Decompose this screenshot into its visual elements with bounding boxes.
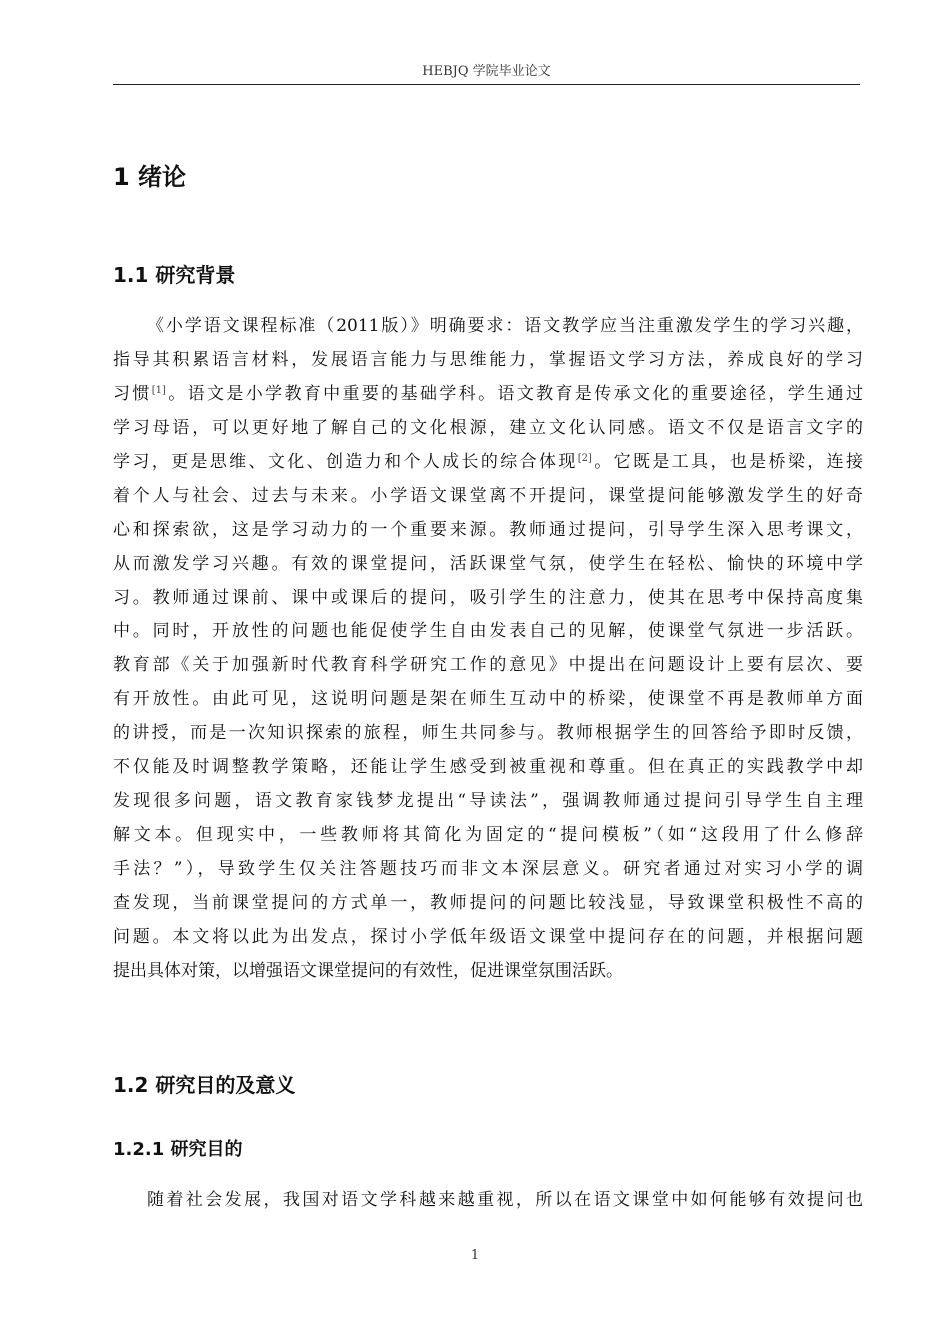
paragraph-line: 习。教师通过课前、课中或课后的提问，吸引学生的注意力，使其在思考中保持高度集 — [113, 587, 863, 608]
citation-1: [1] — [151, 384, 166, 396]
paragraph-line: 随着社会发展，我国对语文学科越来越重视，所以在语文课堂中如何能够有效提问也 — [147, 1190, 863, 1210]
chapter-title: 1 绪论 — [113, 163, 187, 191]
paragraph-line-with-citation — [113, 446, 863, 480]
page-number: 1 — [470, 1248, 480, 1263]
section-title-1-1: 1.1 研究背景 — [113, 263, 236, 287]
page-header: HEBJQ 学院毕业论文 — [113, 62, 860, 85]
paragraph-line: 从而激发学习兴趣。有效的课堂提问，活跃课堂气氛，使学生在轻松、愉快的环境中学 — [113, 553, 863, 574]
paragraph-line: 教育部《关于加强新时代教育科学研究工作的意见》中提出在问题设计上要有层次、要 — [113, 655, 863, 676]
paragraph-line: 心和探索欲，这是学习动力的一个重要来源。教师通过提问，引导学生深入思考课文， — [113, 519, 863, 540]
paragraph-line-with-citation — [113, 378, 863, 412]
paragraph-line: 的讲授，而是一次知识探索的旅程，师生共同参与。教师根据学生的回答给予即时反馈， — [113, 723, 863, 744]
paragraph-line: 手法？”），导致学生仅关注答题技巧而非文本深层意义。研究者通过对实习小学的调 — [113, 859, 863, 879]
text-fragment: 习惯 — [113, 383, 152, 404]
paragraph-line: 学习母语，可以更好地了解自己的文化根源，建立文化认同感。语文不仅是语言文字的 — [113, 417, 863, 438]
text-fragment: 。语文是小学教育中重要的基础学科。语文教育是传承文化的重要途径，学生通过 — [165, 383, 864, 404]
paragraph-line: 指导其积累语言材料，发展语言能力与思维能力，掌握语文学习方法，养成良好的学习 — [113, 349, 863, 370]
paragraph-background — [113, 310, 863, 989]
text-fragment: 。它既是工具，也是桥梁，连接 — [591, 451, 864, 472]
paragraph-line: 不仅能及时调整教学策略，还能让学生感受到被重视和尊重。但在真正的实践教学中却 — [113, 757, 863, 778]
paragraph-line: 中。同时，开放性的问题也能促使学生自由发表自己的见解，使课堂气氛进一步活跃。 — [113, 621, 863, 642]
citation-2: [2] — [577, 452, 592, 464]
section-title-1-2: 1.2 研究目的及意义 — [113, 1073, 296, 1097]
paragraph-line: 发现很多问题，语文教育家钱梦龙提出“导读法”，强调教师通过提问引导学生自主理 — [113, 791, 863, 812]
section-title-1-2-1: 1.2.1 研究目的 — [113, 1139, 243, 1160]
paragraph-line: 问题。本文将以此为出发点，探讨小学低年级语文课堂中提问存在的问题，并根据问题 — [113, 926, 863, 947]
paragraph-line: 《小学语文课程标准（2011版）》明确要求：语文教学应当注重激发学生的学习兴趣， — [147, 316, 863, 336]
paragraph-line: 着个人与社会、过去与未来。小学语文课堂离不开提问，课堂提问能够激发学生的好奇 — [113, 485, 863, 506]
paragraph-line: 解文本。但现实中，一些教师将其简化为固定的“提问模板”（如“这段用了什么修辞 — [113, 825, 863, 846]
paragraph-purpose — [113, 1184, 863, 1218]
paragraph-line: 有开放性。由此可见，这说明问题是架在师生互动中的桥梁，使课堂不再是教师单方面 — [113, 689, 863, 710]
paragraph-line-last: 提出具体对策，以增强语文课堂提问的有效性，促进课堂氛围活跃。 — [113, 960, 623, 981]
text-fragment: 学习，更是思维、文化、创造力和个人成长的综合体现 — [113, 451, 578, 472]
paragraph-line: 查发现，当前课堂提问的方式单一，教师提问的问题比较浅显，导致课堂积极性不高的 — [113, 892, 863, 913]
